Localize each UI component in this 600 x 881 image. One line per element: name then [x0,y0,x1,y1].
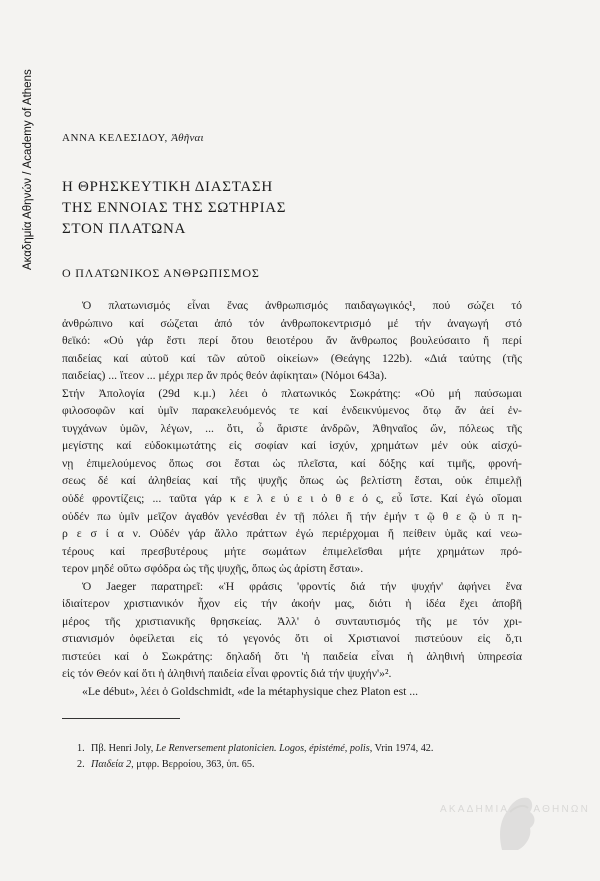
body-line: Στήν Ἀπολογία (29d κ.μ.) λέει ὁ πλατωνικός Σωκράτης: «Οὐ μή παύσωμαι [62,386,522,400]
body-line: παιδείας καί αὑτοῦ καί τῶν αὑτοῦ οἰκείων» (Θεάγης 122b). «Διά ταύτης (τῆς [62,351,522,365]
body-line: εἰς τόν Θεόν καί ὅτι ἡ ἀληθινή παιδεία εἶναι φροντίς διά τήν ψυχήν'»². [62,667,392,681]
footnote-text: , μτφρ. Βερροίου, 363, ὑπ. 65. [131,758,255,770]
section-heading: Ο ΠΛΑΤΩΝΙΚΟΣ ΑΝΘΡΩΠΙΣΜΟΣ [62,266,260,280]
body-line: πιστεύει καί ὁ Σωκράτης: δηλαδή ὅτι 'ἡ παιδεία εἶναι ἡ ἀληθινή ὑπηρεσία [62,649,522,663]
body-line: παιδείας) ... ἴτεον ... μέχρι περ ἄν πρός θεόν ἀφίκηται» (Νόμοι 643a). [62,369,387,383]
watermark-right-text: ΑΘΗΝΩΝ [533,804,590,815]
body-line: ρ ε σ ί α ν. Οὐδέν γάρ ἄλλο πράττων ἐγώ περιέρχομαι ἤ πείθειν ὑμᾶς καί νεω- [62,527,522,541]
body-line: τερον μηδέ οὕτω σφόδρα ὡς τῆς ψυχῆς, ὅπως ὡς ἀρίστη ἔσται». [62,562,364,576]
author-line [62,132,204,144]
athena-head-icon [492,790,538,854]
body-line: οὐδέν πω ὑμῖν μεῖζον ἀγαθόν γενέσθαι ἐν τῇ πόλει ἤ τήν ἐμήν τ ῷ θ ε ῷ ὑ π η- [62,509,522,523]
footnote-title: Παιδεία 2 [91,758,132,770]
body-line: στιανισμόν ὀφείλεται εἰς τό γεγονός ὅτι οἱ Χριστιανοί πιστεύουν εἰς ὅ,τι [62,632,522,646]
footnote-rule [62,718,180,719]
footnote-text: , Vrin 1974, 42. [369,743,434,754]
author-name: ΑΝΝΑ ΚΕΛΕΣΙΔΟΥ, [62,132,168,144]
body-line: τυγχάνων ὑμῶν, λέγων, ... ὅτι, ὦ ἄριστε ἀνδρῶν, Ἀθηναῖος ὤν, πόλεως τῆς [62,421,522,435]
body-line: φιλοσοφῶν καί ὑμῖν παρακελευόμενός τε καί ἐνδεικνύμενος ὅτῳ ἄν ἀεί ἐν- [62,404,522,418]
watermark-left-text: ΑΚΑΔΗΜΙΑ [440,804,510,815]
body-line: ἰδιαίτερον χριστιανικόν ἦχον εἰς τήν ἀκοήν μας, διότι ἡ ἰδέα ἔχει ἀποβῆ [62,597,522,611]
body-line: Ὁ πλατωνισμός εἶναι ἕνας ἀνθρωπισμός παιδαγωγικός¹, πού σώζει τό [82,299,522,312]
body-line: οὐδέ φροντίζεις; ... ταῦτα γάρ κ ε λ ε ύ ε ι ὁ θ ε ό ς, εὖ ἴστε. Καί ἐγώ οἴομαι [62,492,522,506]
body-line: ἀνθρώπινο καί σώζεται ἀπό τόν ἀνθρωποκεντρισμό μέ τήν ἀναγωγή στό [62,316,522,330]
body-text [62,297,522,701]
footnote-number: 2. [77,758,85,770]
body-line: νῃ ἐπιμελούμενος ὅπως σοι ἔσται ὡς πλεῖστα, καί δόξης καί τιμῆς, φρονή- [62,456,522,470]
footnotes [77,741,517,772]
body-line: σεως δέ καί ἀληθείας καί τῆς ψυχῆς ὅπως ὡς βελτίστη ἔσται, οὐκ ἐπιμελῇ [62,474,522,488]
body-line: μεγίστης καί εὐδοκιμωτάτης εἰς σοφίαν καί ἰσχύν, χρημάτων μέν οὐκ αἰσχύ- [62,439,522,453]
body-line: θεϊκό: «Οὐ γάρ ἔστι περί ὅτου θειοτέρου ἄν ἄνθρωπος βουλεύσαιτο ἤ περί [62,334,522,348]
body-line: Ὁ Jaeger παρατηρεῖ: «Ἡ φράσις 'φροντίς διά τήν ψυχήν' ἀφήνει ἕνα [82,579,522,593]
footnote-number: 1. [77,743,85,754]
footnote [77,757,517,773]
academy-watermark [440,790,590,860]
article-title [62,177,392,240]
footnote [77,741,517,757]
footnote-text: Πβ. Henri Joly, [91,743,156,754]
author-place: Ἀθῆναι [171,132,204,144]
title-line: ΣΤΟΝ ΠΛΑΤΩΝΑ [62,221,187,237]
side-label: Ακαδημία Αθηνών / Academy of Athens [22,69,34,270]
body-line: τέρους καί πρεσβυτέρους μήτε σωμάτων ἐπιμελεῖσθαι μήτε χρημάτων πρό- [62,544,522,558]
body-line: «Le début», λέει ὁ Goldschmidt, «de la métaphysique chez Platon est ... [82,685,419,699]
footnote-title: Le Renversement platonicien. Logos, épistémé, polis [155,743,370,754]
body-line: μέρος τῆς χριστιανικῆς θρησκείας. Ἀλλ' ὁ συνταυτισμός τῆς με τόν χρι- [62,614,522,628]
title-line: ΤΗΣ ΕΝΝΟΙΑΣ ΤΗΣ ΣΩΤΗΡΙΑΣ [62,200,287,216]
title-line: Η ΘΡΗΣΚΕΥΤΙΚΗ ΔΙΑΣΤΑΣΗ [62,179,273,195]
